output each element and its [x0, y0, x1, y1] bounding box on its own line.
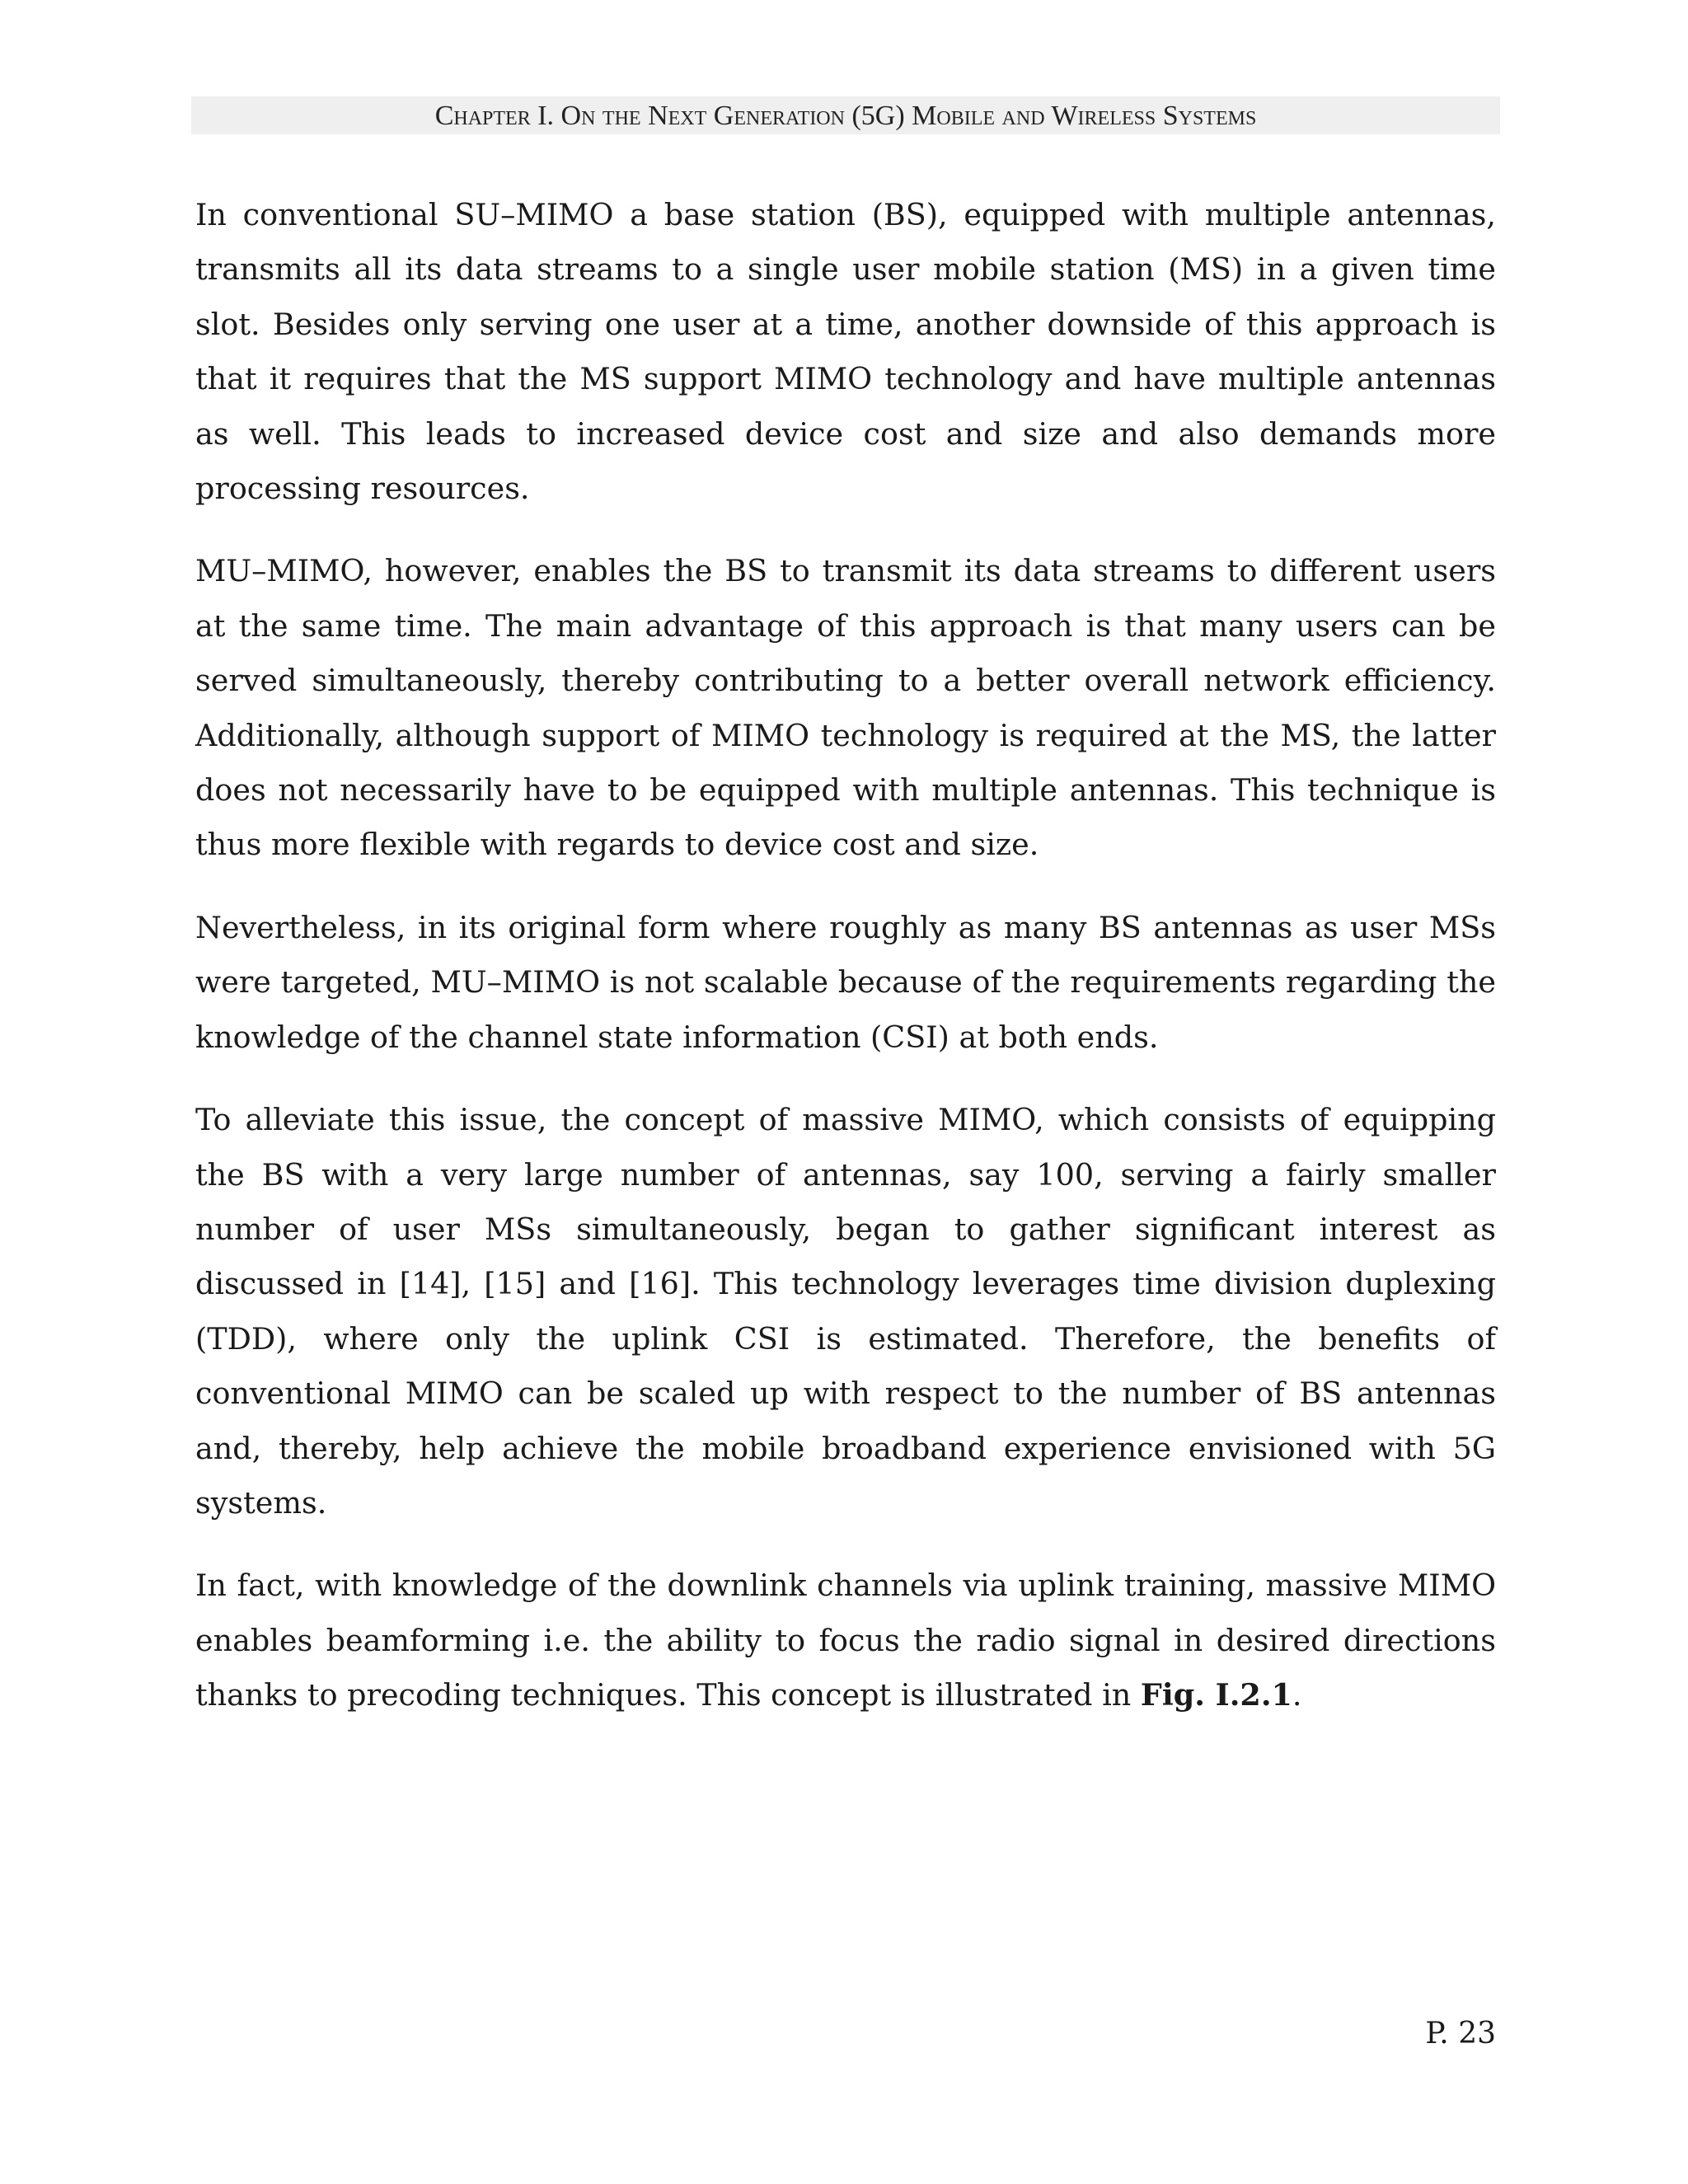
body-text — [195, 188, 1496, 1751]
page-number: P. 23 — [1425, 2017, 1496, 2050]
paragraph-beamforming-end: . — [1292, 1677, 1302, 1713]
paragraph-scalability: Nevertheless, in its original form where roughly as many BS antennas as user MSs were targeted, MU–MIMO is not scalable because of the requirements regarding the knowledge of the channel state information (CSI) at both ends. — [195, 909, 1496, 1055]
figure-reference: Fig. I.2.1 — [1140, 1677, 1292, 1713]
paragraph-su-mimo: In conventional SU–MIMO a base station (BS), equipped with multiple antennas, transmits all its data streams to a single user mobile station (MS) in a given time slot. Besides only serving one user at a time, another downside of this approach is that it requires that the MS support MIMO technology and have multiple antennas as well. This leads to increased device cost and size and also demands more processing resources. — [195, 197, 1496, 507]
paragraph-mu-mimo: MU–MIMO, however, enables the BS to transmit its data streams to different users at the same time. The main advantage of this approach is that many users can be served simultaneously, thereby contributing to a better overall network efficiency. Additionally, although support of MIMO technology is required at the MS, the latter does not necessarily have to be equipped with multiple antennas. This technique is thus more flexible with regards to device cost and size. — [195, 553, 1496, 863]
paragraph-beamforming — [195, 1558, 1496, 1722]
running-header: Chapter I. On the Next Generation (5G) Mobile and Wireless Systems — [191, 96, 1500, 134]
paragraph-beamforming-text: In fact, with knowledge of the downlink channels via uplink training, massive MIMO enables beamforming i.e. the ability to focus the radio signal in desired directions thanks to precoding techniques. This concept is illustrated in — [195, 1568, 1496, 1713]
paragraph-massive-mimo: To alleviate this issue, the concept of massive MIMO, which consists of equipping the BS with a very large number of antennas, say 100, serving a fairly smaller number of user MSs simultaneously, began to gather significant interest as discussed in [14], [15] and [16]. This technology leverages time division duplexing (TDD), where only the uplink CSI is estimated. Therefore, the benefits of conventional MIMO can be scaled up with respect to the number of BS antennas and, thereby, help achieve the mobile broadband experience envisioned with 5G systems. — [195, 1102, 1496, 1521]
